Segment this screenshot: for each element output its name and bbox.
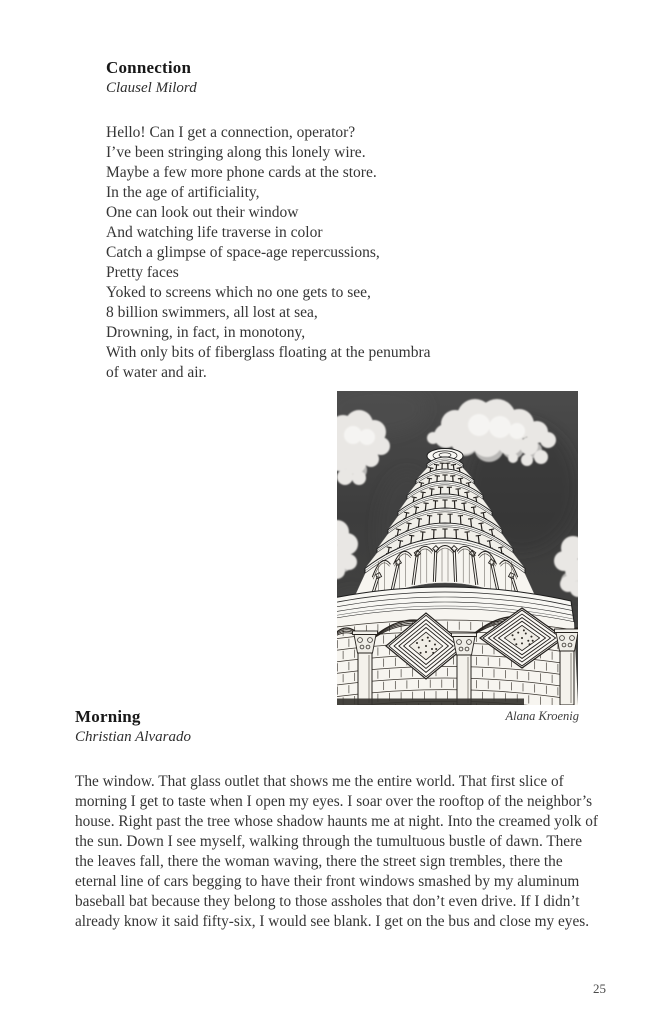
poem-line: And watching life traverse in color: [106, 224, 323, 241]
poem-line: Hello! Can I get a connection, operator?: [106, 124, 356, 141]
poem-line: One can look out their window: [106, 204, 299, 221]
poem-line: I’ve been stringing along this lonely wire.: [106, 144, 366, 161]
poem-line: In the age of artificiality,: [106, 184, 260, 201]
prose-section: [75, 706, 605, 932]
prose-title: Morning: [75, 707, 141, 726]
poem-body: [106, 123, 586, 383]
page-number: 25: [593, 981, 606, 996]
poem-author: Clausel Milord: [106, 80, 197, 96]
poem-line: Drowning, in fact, in monotony,: [106, 324, 306, 341]
poem-line: of water and air.: [106, 364, 207, 381]
prose-body: The window. That glass outlet that shows me the entire world. That first slice of morning I get to taste when I open my eyes. I soar over the rooftop of the neighbor’s house. Right past the tree whose shadow haunts me at night. Into the creamed yolk of the sun. Down I see myself, walking through the tumultuous bustle of dawn. There the leaves fall, there the woman waving, there the street sign trembles, there the eternal line of cars begging to have their front windows smashed by my aluminum baseball bat because they belong to those assholes that don’t even drive. If I didn’t already know it said fifty-six, I would see blank. I get on the bus and close my eyes.: [75, 773, 598, 930]
poem-title: Connection: [106, 58, 192, 77]
poem-line: Catch a glimpse of space-age repercussions,: [106, 244, 380, 261]
prose-author: Christian Alvarado: [75, 729, 191, 745]
poem-line: Maybe a few more phone cards at the store.: [106, 164, 377, 181]
poem-line: Pretty faces: [106, 264, 179, 281]
poem-line: With only bits of fiberglass floating at the penumbra: [106, 344, 431, 361]
poem-line: Yoked to screens which no one gets to see,: [106, 284, 371, 301]
tower-artwork: [337, 391, 578, 705]
poem-section: [106, 57, 586, 383]
artwork-credit: Alana Kroenig: [505, 709, 579, 723]
tower-illustration: [337, 391, 578, 705]
poem-line: 8 billion swimmers, all lost at sea,: [106, 304, 318, 321]
